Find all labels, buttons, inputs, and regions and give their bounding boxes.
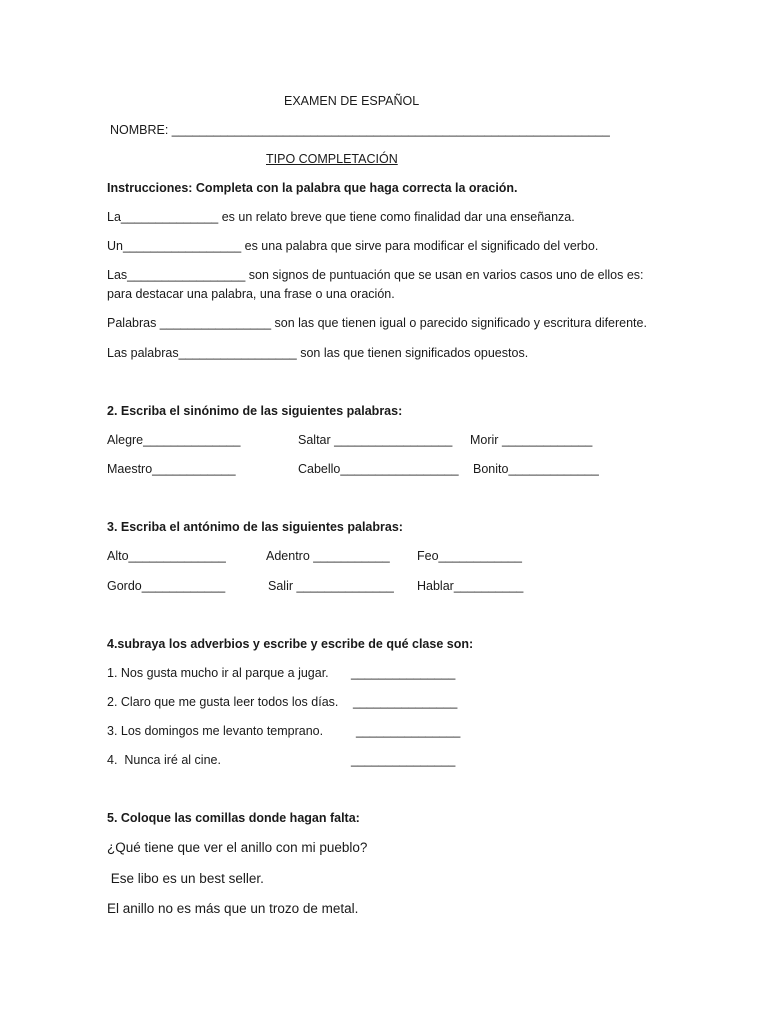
answer-blank: _______________ [351,666,456,680]
adverb-sentence: 2. Claro que me gusta leer todos los días. [107,695,339,709]
synonym-item: Bonito_____________ [473,462,599,476]
antonym-item: Hablar__________ [417,579,524,593]
name-field-line: NOMBRE: _______________________________________________________________ [110,123,610,137]
completion-item-continuation: para destacar una palabra, una frase o una oración. [107,287,395,301]
antonym-item: Adentro ___________ [266,549,390,563]
exam-subtitle: TIPO COMPLETACIÓN [266,152,398,166]
adverb-sentence: 3. Los domingos me levanto temprano. [107,724,324,738]
section-heading: 3. Escriba el antónimo de las siguientes palabras: [107,520,403,534]
antonym-item: Feo____________ [417,549,522,563]
quote-sentence: Ese libo es un best seller. [107,871,264,886]
instructions: Instrucciones: Completa con la palabra que haga correcta la oración. [107,181,518,195]
answer-blank: _______________ [353,695,458,709]
completion-item: Las palabras_________________ son las que tienen significados opuestos. [107,346,529,360]
section-heading: 5. Coloque las comillas donde hagan falta: [107,811,360,825]
antonym-item: Gordo____________ [107,579,226,593]
antonym-item: Salir ______________ [268,579,394,593]
section-heading: 4.subraya los adverbios y escribe y escribe de qué clase son: [107,637,474,651]
synonym-item: Maestro____________ [107,462,236,476]
completion-item: Palabras ________________ son las que tienen igual o parecido significado y escritura diferente. [107,316,647,330]
quote-sentence: El anillo no es más que un trozo de metal. [107,901,359,916]
completion-item: Las_________________ son signos de puntuación que se usan en varios casos uno de ellos es: [107,268,644,282]
quote-sentence: ¿Qué tiene que ver el anillo con mi pueblo? [107,840,368,855]
answer-blank: _______________ [356,724,461,738]
antonym-item: Alto______________ [107,549,226,563]
completion-item: La______________ es un relato breve que tiene como finalidad dar una enseñanza. [107,210,575,224]
exam-title: EXAMEN DE ESPAÑOL [284,94,420,108]
synonym-item: Alegre______________ [107,433,241,447]
completion-item: Un_________________ es una palabra que sirve para modificar el significado del verbo. [107,239,599,253]
synonym-item: Morir _____________ [470,433,593,447]
synonym-item: Cabello_________________ [298,462,459,476]
adverb-sentence: 1. Nos gusta mucho ir al parque a jugar. [107,666,329,680]
section-heading: 2. Escriba el sinónimo de las siguientes palabras: [107,404,403,418]
synonym-item: Saltar _________________ [298,433,453,447]
answer-blank: _______________ [351,753,456,767]
adverb-sentence: 4. Nunca iré al cine. [107,753,221,767]
